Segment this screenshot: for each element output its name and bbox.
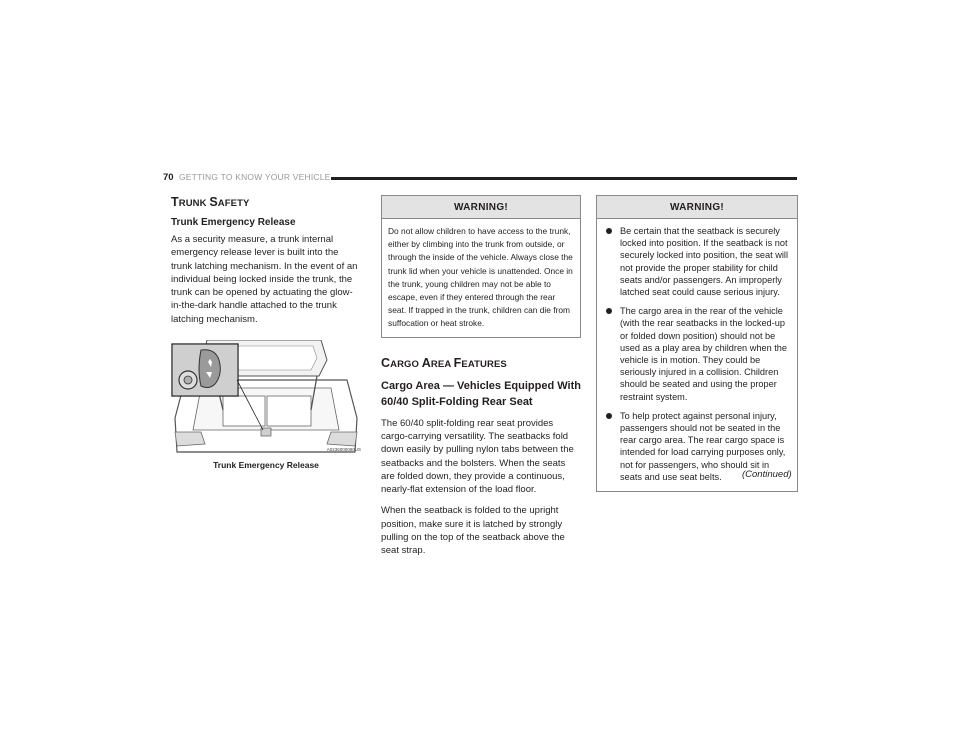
bullet-icon <box>606 308 612 314</box>
warning-text: Do not allow children to have access to the trunk, either by climbing into the trunk from outside, or through the inside of the vehicle. Always close the trunk lid when your vehicle is unattended. Once in the trunk, young children may not be able to escape, even if they entered through the rear seat. If trapped in the trunk, children can die from suffocation or heat stroke. <box>388 226 573 329</box>
cargo-paragraph-1: The 60/40 split-folding rear seat provides cargo-carrying versatility. The seatbacks fold down easily by pulling nylon tabs between the seatbacks and the bolsters. When the seats are folded down, they provide a continuous, nearly-flat extension of the load floor. <box>381 417 574 496</box>
list-item: To help protect against personal injury, passengers should not be seated in the rear cargo area. The rear cargo space is intended for load carrying purposes only, not for passengers, who should sit in seats and use seat belts. <box>605 410 791 483</box>
figure-code: A0236000090US <box>326 447 361 453</box>
page-number: 70 <box>163 172 174 183</box>
column-3 <box>596 195 798 492</box>
continued-note: (Continued) <box>742 469 792 480</box>
header-rule <box>331 177 797 180</box>
page-header <box>163 172 797 186</box>
column-1 <box>171 195 361 470</box>
heading-trunk-safety: TRUNK SAFETY <box>171 195 250 209</box>
subheading-cargo-area: Cargo Area — Vehicles Equipped With 60/40 Split-Folding Rear Seat <box>381 379 581 408</box>
cargo-paragraph-2: When the seatback is folded to the upright position, make sure it is latched by strongly pulling on the top of the seatback above the seat strap. <box>381 505 565 557</box>
warning-title: WARNING! <box>382 196 580 219</box>
heading-cargo-area-features: CARGO AREA FEATURES <box>381 355 507 370</box>
figure-caption: Trunk Emergency Release <box>213 460 319 471</box>
warning-box-seatback <box>596 195 798 492</box>
section-title: GETTING TO KNOW YOUR VEHICLE <box>179 172 331 182</box>
warning-title: WARNING! <box>597 196 797 219</box>
warning-box-children <box>381 195 581 338</box>
list-item: The cargo area in the rear of the vehicle (with the rear seatbacks in the locked-up or folded down position) should not be used as a play area by children when the vehicle is in motion. They could be seriously injured in a collision. Children should be seated and using the proper restraint system. <box>605 305 791 403</box>
trunk-illustration <box>171 340 361 454</box>
bullet-icon <box>606 228 612 234</box>
warning-list <box>597 219 797 491</box>
trunk-release-figure <box>171 340 361 454</box>
list-item: Be certain that the seatback is securely locked into position. If the seatback is not securely locked into position, the seat will not provide the proper stability for child seats and/or passengers. An improperly latched seat could cause serious injury. <box>605 225 791 298</box>
bullet-icon <box>606 413 612 419</box>
column-2 <box>381 195 581 566</box>
trunk-release-paragraph: As a security measure, a trunk internal emergency release lever is built into the trunk latching mechanism. In the event of an individual being locked inside the trunk, the trunk can be opened by actuating the glow-in-the-dark handle attached to the trunk latching mechanism. <box>171 234 358 325</box>
subheading-trunk-emergency-release: Trunk Emergency Release <box>171 217 296 228</box>
